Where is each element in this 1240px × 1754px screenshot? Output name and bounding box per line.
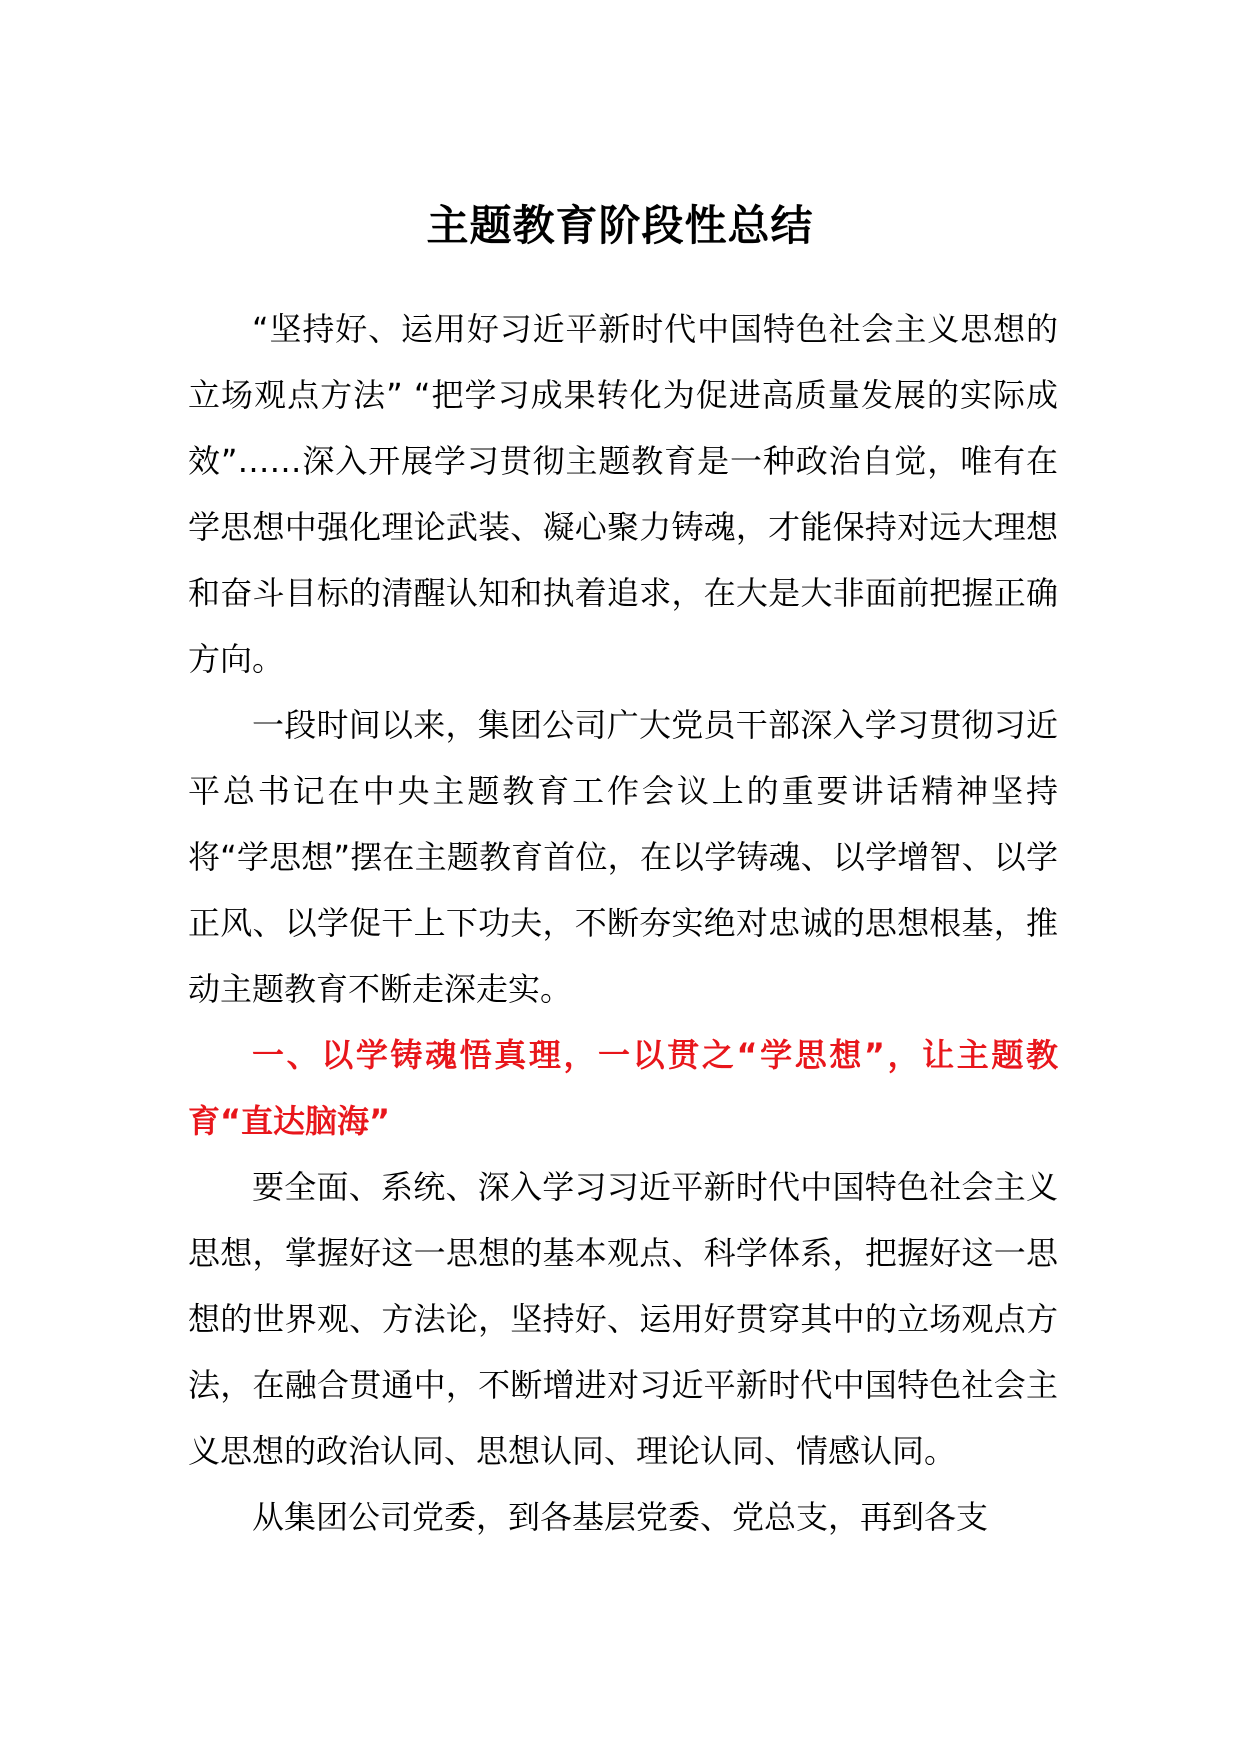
document-body [188, 296, 1058, 1550]
section-heading: 一、以学铸魂悟真理，一以贯之“学思想”，让主题教育“直达脑海” [188, 1036, 1058, 1140]
paragraph-progress: 一段时间以来，集团公司广大党员干部深入学习贯彻习近平总书记在中央主题教育工作会议上的重要讲话精神坚持将“学思想”摆在主题教育首位，在以学铸魂、以学增智、以学正风、以学促干上下功夫，不断夯实绝对忠诚的思想根基，推动主题教育不断走深走实。 [188, 706, 1058, 1008]
paragraph-organization: 从集团公司党委，到各基层党委、党总支，再到各支 [252, 1498, 989, 1536]
paragraph-study-requirement: 要全面、系统、深入学习习近平新时代中国特色社会主义思想，掌握好这一思想的基本观点、科学体系，把握好这一思想的世界观、方法论，坚持好、运用好贯穿其中的立场观点方法，在融合贯通中，不断增进对习近平新时代中国特色社会主义思想的政治认同、思想认同、理论认同、情感认同。 [188, 1168, 1058, 1470]
paragraph-intro: “坚持好、运用好习近平新时代中国特色社会主义思想的立场观点方法” “把学习成果转化为促进高质量发展的实际成效”……深入开展学习贯彻主题教育是一种政治自觉，唯有在学思想中强化理论武装、凝心聚力铸魂，才能保持对远大理想和奋斗目标的清醒认知和执着追求，在大是大非面前把握正确方向。 [188, 310, 1058, 678]
document-title: 主题教育阶段性总结 [426, 201, 814, 250]
